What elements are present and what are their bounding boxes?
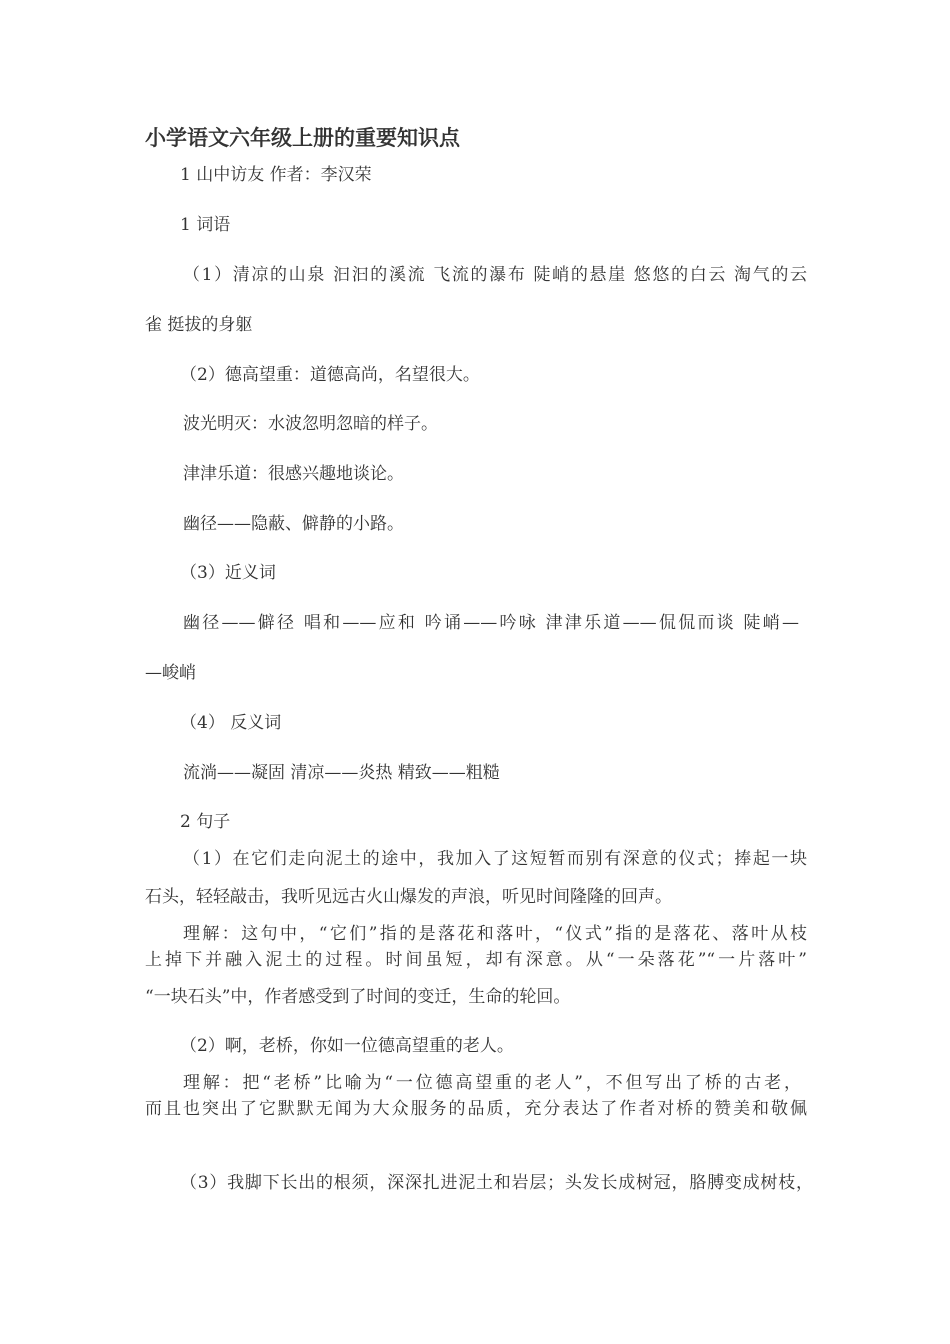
paragraph-line: （1）在它们走向泥土的途中，我加入了这短暂而别有深意的仪式；捧起一块 bbox=[183, 849, 807, 869]
paragraph-line: （1）清凉的山泉 汩汩的溪流 飞流的瀑布 陡峭的悬崖 悠悠的白云 淘气的云 bbox=[183, 265, 807, 285]
paragraph-line: 而且也突出了它默默无闻为大众服务的品质，充分表达了作者对桥的赞美和敬佩 bbox=[145, 1099, 807, 1119]
document-title: 小学语文六年级上册的重要知识点 bbox=[145, 126, 460, 150]
paragraph-line: 石头，轻轻敲击，我听见远古火山爆发的声浪，听见时间隆隆的回声。 bbox=[145, 887, 672, 907]
paragraph-line: 津津乐道：很感兴趣地谈论。 bbox=[183, 464, 404, 484]
paragraph-line: （4） 反义词 bbox=[180, 713, 282, 733]
paragraph-line: 流淌——凝固 清凉——炎热 精致——粗糙 bbox=[183, 763, 500, 783]
paragraph-line: 幽径——隐蔽、僻静的小路。 bbox=[183, 514, 404, 534]
paragraph-line: —峻峭 bbox=[145, 663, 196, 683]
section-heading: 1 山中访友 作者：李汉荣 bbox=[180, 165, 372, 185]
paragraph-line: 理解：把“老桥”比喻为“一位德高望重的老人”，不但写出了桥的古老， bbox=[183, 1073, 801, 1093]
paragraph-line: 上掉下并融入泥土的过程。时间虽短，却有深意。从“一朵落花”“一片落叶” bbox=[145, 950, 807, 970]
paragraph-line: 波光明灭：水波忽明忽暗的样子。 bbox=[183, 414, 438, 434]
paragraph-line: （3）我脚下长出的根须，深深扎进泥土和岩层；头发长成树冠，胳膊变成树枝， bbox=[180, 1173, 813, 1193]
paragraph-line: 幽径——僻径 唱和——应和 吟诵——吟咏 津津乐道——侃侃而谈 陡峭— bbox=[183, 613, 799, 633]
paragraph-line: 理解：这句中，“它们”指的是落花和落叶，“仪式”指的是落花、落叶从枝 bbox=[183, 924, 807, 944]
paragraph-line: “一块石头”中，作者感受到了时间的变迁，生命的轮回。 bbox=[145, 987, 571, 1007]
subsection-heading: 2 句子 bbox=[180, 812, 231, 832]
subsection-heading: 1 词语 bbox=[180, 215, 231, 235]
paragraph-line: （3）近义词 bbox=[180, 563, 276, 583]
paragraph-line: （2）德高望重：道德高尚，名望很大。 bbox=[180, 365, 480, 385]
paragraph-line: （2）啊，老桥，你如一位德高望重的老人。 bbox=[180, 1036, 514, 1056]
paragraph-line: 雀 挺拔的身躯 bbox=[145, 315, 253, 335]
